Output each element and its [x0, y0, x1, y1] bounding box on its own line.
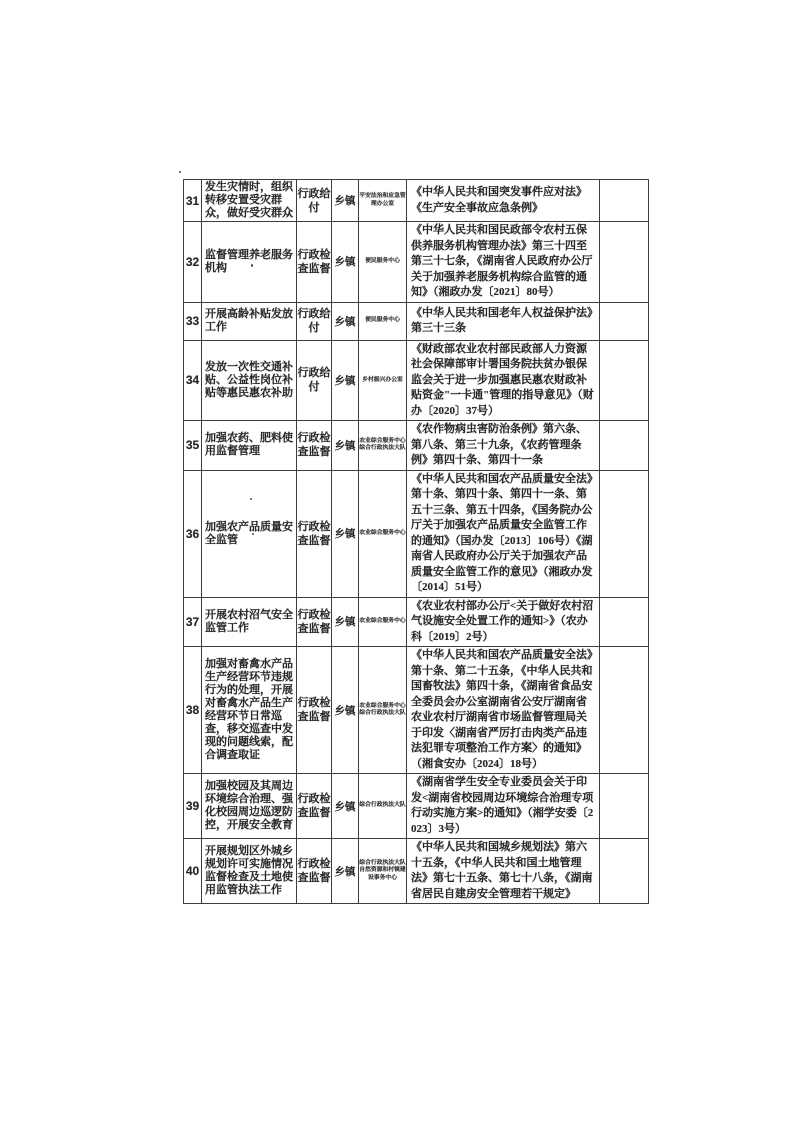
row-number-cell: 31 [184, 180, 202, 222]
office-cell: 综合行政执法大队 [359, 774, 407, 839]
office-cell: 平安法治和应急管理办公室 [359, 180, 407, 222]
level-cell: 乡镇 [332, 470, 359, 597]
action-type-cell: 行政检查监督 [297, 774, 332, 839]
legal-basis-cell: 《中华人民共和国民政部令农村五保供养服务机构管理办法》第三十四至第三十七条，《湖南省人民政府办公厅关于加强养老服务机构综合监管的通知》（湘政办发〔2021〕80号） [407, 222, 600, 303]
remark-cell [600, 302, 649, 340]
office-cell: 综合行政执法大队自然资源和村镇建设事务中心 [359, 839, 407, 904]
legal-basis-cell: 《中华人民共和国老年人权益保护法》第三十三条 [407, 302, 600, 340]
legal-basis-cell: 《中华人民共和国农产品质量安全法》第十条、第二十五条，《中华人民共和国畜牧法》第四十条，《湖南省食品安全委员会办公室湖南省公安厅湖南省农业农村厅湖南省市场监督管理局关于印发〈湖南省严厉打击肉类产品违法犯罪专项整治工作方案〉的通知》（湘食安办〔2024〕18号） [407, 647, 600, 774]
task-cell: 开展高龄补贴发放工作 [202, 302, 297, 340]
task-cell: 开展农村沼气安全监管工作 [202, 597, 297, 647]
action-type-cell: 行政检查监督 [297, 470, 332, 597]
table-row [184, 647, 649, 774]
remark-cell [600, 774, 649, 839]
action-type-cell: 行政检查监督 [297, 222, 332, 303]
office-cell: 便民服务中心 [359, 302, 407, 340]
scan-speck [179, 171, 181, 173]
government-matters-table [183, 179, 649, 904]
table-row [184, 180, 649, 222]
row-number-cell: 33 [184, 302, 202, 340]
action-type-cell: 行政给付 [297, 340, 332, 421]
row-number-cell: 36 [184, 470, 202, 597]
table-row [184, 222, 649, 303]
row-number-cell: 37 [184, 597, 202, 647]
remark-cell [600, 222, 649, 303]
office-cell: 农业综合服务中心 [359, 597, 407, 647]
level-cell: 乡镇 [332, 839, 359, 904]
legal-basis-cell: 《农作物病虫害防治条例》第六条、第八条、第三十九条，《农药管理条例》第四十条、第四十一条 [407, 421, 600, 471]
office-cell: 农业综合服务中心 [359, 470, 407, 597]
row-number-cell: 39 [184, 774, 202, 839]
task-cell: 加强校园及其周边环境综合治理、强化校园周边巡逻防控，开展安全教育 [202, 774, 297, 839]
table-row [184, 597, 649, 647]
row-number-cell: 32 [184, 222, 202, 303]
action-type-cell: 行政检查监督 [297, 839, 332, 904]
level-cell: 乡镇 [332, 302, 359, 340]
legal-basis-cell: 《湖南省学生安全专业委员会关于印发<湖南省校园周边环境综合治理专项行动实施方案>的通知》（湘学安委〔2023〕3号） [407, 774, 600, 839]
office-cell: 农业综合服务中心综合行政执法大队 [359, 647, 407, 774]
level-cell: 乡镇 [332, 774, 359, 839]
level-cell: 乡镇 [332, 340, 359, 421]
level-cell: 乡镇 [332, 597, 359, 647]
action-type-cell: 行政给付 [297, 180, 332, 222]
task-cell: 发生灾情时，组织转移安置受灾群众，做好受灾群众 [202, 180, 297, 222]
table-row [184, 470, 649, 597]
remark-cell [600, 180, 649, 222]
task-cell: 加强对畜禽水产品生产经营环节违规行为的处理，开展对畜禽水产品生产经营环节日常巡查，移交巡查中发现的问题线索，配合调查取证 [202, 647, 297, 774]
task-cell: 加强农产品质量安全监管 [202, 470, 297, 597]
table-row [184, 839, 649, 904]
remark-cell [600, 421, 649, 471]
table-body [184, 180, 649, 904]
remark-cell [600, 597, 649, 647]
task-cell: 发放一次性交通补贴、公益性岗位补贴等惠民惠农补助 [202, 340, 297, 421]
action-type-cell: 行政检查监督 [297, 421, 332, 471]
row-number-cell: 38 [184, 647, 202, 774]
table-row [184, 302, 649, 340]
legal-basis-cell: 《中华人民共和国农产品质量安全法》第十条、第四十条、第四十一条、第五十三条、第五十四条，《国务院办公厅关于加强农产品质量安全监管工作的通知》（国办发〔2013〕106号）《湖南省人民政府办公厅关于加强农产品质量安全监管工作的意见》（湘政办发〔2014〕51号） [407, 470, 600, 597]
task-cell: 加强农药、肥料使用监督管理 [202, 421, 297, 471]
table-row [184, 340, 649, 421]
level-cell: 乡镇 [332, 222, 359, 303]
action-type-cell: 行政检查监督 [297, 597, 332, 647]
remark-cell [600, 647, 649, 774]
remark-cell [600, 470, 649, 597]
legal-basis-cell: 《农业农村部办公厅<关于做好农村沼气设施安全处置工作的通知>》（农办科〔2019〕2号） [407, 597, 600, 647]
level-cell: 乡镇 [332, 647, 359, 774]
task-cell: 监督管理养老服务机构 [202, 222, 297, 303]
action-type-cell: 行政给付 [297, 302, 332, 340]
level-cell: 乡镇 [332, 180, 359, 222]
action-type-cell: 行政检查监督 [297, 647, 332, 774]
row-number-cell: 34 [184, 340, 202, 421]
row-number-cell: 40 [184, 839, 202, 904]
table-row [184, 421, 649, 471]
table-row [184, 774, 649, 839]
remark-cell [600, 839, 649, 904]
level-cell: 乡镇 [332, 421, 359, 471]
remark-cell [600, 340, 649, 421]
legal-basis-cell: 《财政部农业农村部民政部人力资源社会保障部审计署国务院扶贫办银保监会关于进一步加强惠民惠农财政补贴资金"一卡通"管理的指导意见》（财办〔2020〕37号） [407, 340, 600, 421]
task-cell: 开展规划区外城乡规划许可实施情况监督检查及土地使用监管执法工作 [202, 839, 297, 904]
office-cell: 乡村振兴办公室 [359, 340, 407, 421]
legal-basis-cell: 《中华人民共和国城乡规划法》第六十五条，《中华人民共和国土地管理法》第七十五条、第七十八条，《湖南省居民自建房安全管理若干规定》 [407, 839, 600, 904]
row-number-cell: 35 [184, 421, 202, 471]
office-cell: 便民服务中心 [359, 222, 407, 303]
office-cell: 农业综合服务中心综合行政执法大队 [359, 421, 407, 471]
legal-basis-cell: 《中华人民共和国突发事件应对法》《生产安全事故应急条例》 [407, 180, 600, 222]
